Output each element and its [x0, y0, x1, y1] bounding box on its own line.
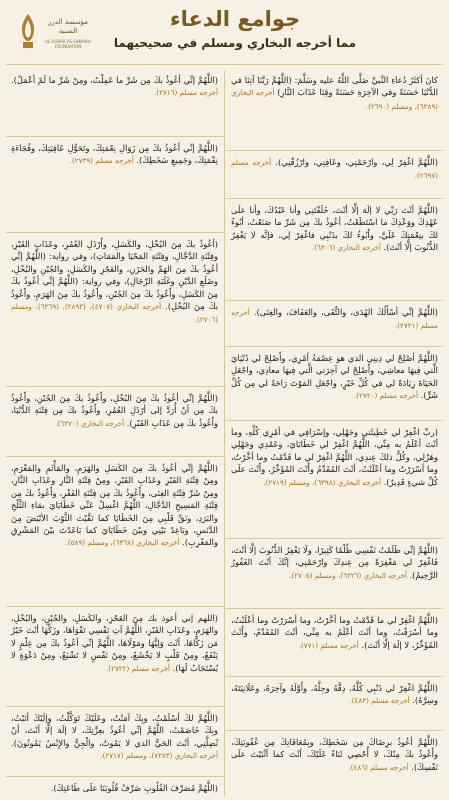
dua-text: (ربِّ اغْفِرْ لي خَطِيئَتي وجَهْلِي، وإسْرَافِي في أمْرِي كُلِّهِ، وما أنْتَ أعْلَمُ به مِنِّي، اللَّهُمَّ اغْفِرْ لي خَطَايَايَ، وعَمْدِي وجَهْلِي وهَزْلِي، وكُلُّ ذلكَ عِندِي، اللَّهُمَّ اغْفِرْ لي ما قَدَّمْتُ وما أخَّرْتُ، وما أسْرَرْتُ وما أعْلَنْتُ، أنْتَ المُقَدِّمُ وأَنْتَ المُؤَخِّرُ، وأَنْتَ علَى كُلِّ شيءٍ قَدِيرٌ). [231, 427, 438, 487]
dua-text: (اللَّهُمَّ أعُوذُ برِضَاكَ مِن سَخَطِكَ، وبِمُعَافَاتِكَ مِن عُقُوبَتِكَ، وأَعُوذُ بكَ مِنْكَ، لا أُحْصِي ثَنَاءً عَلَيْكَ، أنْتَ كما أثْنَيْتَ علَى نَفْسِكَ). [231, 737, 438, 772]
dua-text: (اللَّهُمَّ لكَ أسْلَمْتُ، وبِكَ آمَنْتُ، وعَلَيْكَ تَوَكَّلْتُ، وإلَيْكَ أنَبْتُ، وبِكَ خَاصَمْتُ، اللَّهُمَّ إنِّي أعُوذُ بعِزَّتِكَ، لا إلَهَ إلَّا أنْتَ، أنْ تُضِلَّنِي، أنْتَ الحَيُّ الذي لا يَمُوتُ، والْجِنُّ والإِنْسُ يَمُوتُونَ). [11, 713, 218, 748]
dua-reference: أخرجه البخاري (٦٣٠٦). [311, 243, 381, 253]
dua-text: (اللهم إني أعوذ بك مِنَ العَجْزِ، والكَسَلِ، والجُبْنِ، والبُخْلِ، والهَرَمِ، وعَذَابِ القَبْرِ، اللَّهُمَّ آتِ نَفْسِي تَقْوَاهَا، وزَكِّهَا أنْتَ خَيْرُ مَن زَكَّاهَا، أنْتَ وَلِيُّهَا ومَوْلَاهَا، اللَّهُمَّ إنِّي أعُوذُ بكَ مِن عِلْمٍ لا يَنْفَعُ، ومِنْ قَلْبٍ لا يَخْشَعُ، ومِنْ نَفْسٍ لا تَشْبَعُ، ومِنْ دَعْوَةٍ لا يُسْتَجَابُ لَهَا). [11, 613, 218, 673]
dua-text: (اللَّهُمَّ إنِّي أعُوذُ بكَ مِن شَرِّ ما عَمِلْتُ، ومِنْ شَرِّ ما لَمْ أعْمَلْ). [11, 75, 218, 85]
row-divider [226, 538, 443, 539]
dua-text: (اللَّهُمَّ إنِّي أسْأَلُكَ الهُدَى، والتُّقَى، والعَفَافَ، والغِنَى). [253, 307, 439, 317]
dua-text: (اللَّهُمَّ إنِّي أعُوذُ بكَ مِنَ البُخْلِ، وأَعُوذُ بكَ مِنَ الجُبْنِ، وأَعُوذُ بكَ مِن أنْ أُرَدَّ إلى أرْذَلِ العُمُرِ، وأَعُوذُ بكَ مِن فِتْنَةِ الدُّنْيَا، وأَعُوذُ بكَ مِن عَذَابِ القَبْرِ). [11, 393, 218, 428]
row-divider [226, 608, 443, 609]
dua-item [6, 70, 223, 134]
row-divider [6, 456, 223, 457]
dua-reference: أخرجه مسلم (٢٧٢٢). [105, 663, 171, 673]
dua-reference: أخرجه البخاري (٤٧٠٧)، (٢٨٩٣)، (٦٣٦٩)، ومسلم (٢٧٠٦). [11, 302, 218, 325]
dua-text: كانَ أكثَرُ دُعاءِ النَّبيِّ صَلَّى اللَّهُ عليه وسَلَّمَ: (اللَّهُمَّ رَبَّنَا آتِنَا في الدُّنْيَا حَسَنَةً وفي الآخِرَةِ حَسَنَةً وقِنَا عَذَابَ النَّارِ) [231, 75, 439, 98]
dua-reference: أخرجه البخاري (٦٣٧٠). [55, 418, 125, 428]
dua-reference: أخرجه مسلم (٢٧١٦). [153, 88, 218, 98]
dua-reference: أخرجه البخاري (٦٣٨٩)، ومسلم (٢٦٩٠). [231, 88, 438, 111]
dua-item [6, 458, 223, 604]
row-divider [6, 706, 223, 707]
dua-item [6, 138, 223, 230]
row-divider [226, 198, 443, 199]
foundation-logo [14, 12, 92, 52]
dua-text: (اللَّهُمَّ إنِّي أعُوذُ بكَ مِنَ الكَسَلِ والهَرَمِ، والمَأْثَمِ والمَغْرَمِ، ومِنْ فِتْنَةِ القَبْرِ وعَذَابِ القَبْرِ، ومِنْ فِتْنَةِ النَّارِ وعَذَابِ النَّارِ، ومِنْ شَرِّ فِتْنَةِ الغِنَى، وأَعُوذُ بكَ مِن فِتْنَةِ الفَقْرِ، وأَعُوذُ بكَ مِن فِتْنَةِ المَسِيحِ الدَّجَّالِ، اللَّهُمَّ اغْسِلْ عَنِّي خَطَايَايَ بمَاءِ الثَّلْجِ والبَرَدِ، ونَقِّ قَلْبِي مِنَ الخَطَايَا كما نَقَّيْتَ الثَّوْبَ الأبْيَضَ مِنَ الدَّنَسِ، وبَاعِدْ بَيْنِي وبيْنَ خَطَايَايَ كما بَاعَدْتَ بيْنَ المَشْرِقِ والمَغْرِبِ). [11, 463, 218, 548]
dua-item [226, 200, 443, 298]
dua-reference: أخرجه مسلم (٢٧٢٠). [353, 391, 418, 401]
dua-text: (اللَّهُمَّ اغْفِرْ لي ذَنْبِي كُلَّهُ، دِقَّهُ وجِلَّهُ، وأَوَّلَهُ وآخِرَهُ، وعَلَانِيَتَهُ، وسِرَّهُ). [231, 683, 438, 706]
dua-reference: أخرجه البخاري (٦٣٩٨)، ومسلم (٢٧١٩). [263, 477, 381, 487]
row-divider [226, 730, 443, 731]
dua-item [6, 608, 223, 704]
dua-text: (اللَّهُمَّ مُصَرِّفَ القُلُوبِ صَرِّفْ قُلُوبَنَا علَى طَاعَتِكَ). [50, 783, 218, 793]
row-divider [226, 420, 443, 421]
dua-item [226, 678, 443, 728]
dua-item [226, 610, 443, 674]
row-divider [226, 676, 443, 677]
page-subtitle: مما أخرجه البخاري ومسلم في صحيحيهما [113, 36, 357, 50]
dua-item [226, 152, 443, 196]
page-title: جوامع الدعاء [169, 7, 301, 31]
dua-reference: أخرجه مسلم (٧٧١). [298, 640, 359, 650]
logo-mark-icon [14, 12, 42, 52]
dua-item [6, 388, 223, 454]
dua-item [6, 234, 223, 384]
header [0, 0, 449, 62]
dua-item [226, 540, 443, 606]
dua-item [226, 732, 443, 796]
dua-text: (اللَّهُمَّ إنِّي ظَلَمْتُ نَفْسِي ظُلْمًا كَثِيرًا، ولَا يَغْفِرُ الذُّنُوبَ إلَّا أنْتَ، فَاغْفِرْ لي مَغْفِرَةً مِن عِندِكَ وارْحَمْنِي، إنَّكَ أنْتَ الغَفُورُ الرَّحِيمُ). [231, 545, 438, 580]
row-divider [6, 386, 223, 387]
dua-reference: أخرجه مسلم (٤٨٣). [349, 696, 410, 706]
dua-text: (اللَّهُمَّ اغْفِرْ لي ما قَدَّمْتُ وما أخَّرْتُ، وما أسْرَرْتُ وما أعْلَنْتُ، وما أسْرَفْتُ، وما أنْتَ أعْلَمُ به مِنِّي، أنْتَ المُقَدِّمُ، وأَنْتَ المُؤَخِّرُ، لا إلَهَ إلَّا أنْتَ). [231, 615, 438, 650]
column-divider [224, 70, 225, 796]
dua-reference: أخرجه البخاري (٧٣٨٣)، ومسلم (٢٧١٧). [100, 751, 218, 761]
logo-text: مؤسسة الدرر السنية [48, 18, 88, 35]
dua-reference: أخرجه البخاري (٦٣٢٦)، ومسلم (٢٧٠٥). [289, 570, 407, 580]
dua-item [226, 348, 443, 418]
dua-text: (اللَّهُمَّ إنِّي أعُوذُ بكَ مِن زَوَالِ نِعْمَتِكَ، وتَحَوُّلِ عَافِيَتِكَ، وفُجَاءَةِ نِقْمَتِكَ، وجَمِيعِ سَخَطِكَ). [11, 143, 218, 166]
dua-item [6, 778, 223, 796]
dua-item [226, 302, 443, 344]
dua-text: (اللَّهُمَّ اغْفِرْ لِي، وارْحَمْنِي، وعَافِنِي، وارْزُقْنِي). [275, 157, 438, 167]
row-divider [6, 606, 223, 607]
row-divider [6, 776, 223, 777]
dua-reference: أخرجه مسلم (٢٦٩٧). [231, 158, 438, 181]
dua-item [226, 70, 443, 148]
row-divider [226, 346, 443, 347]
dua-reference: أخرجه مسلم (٢٧٣٩). [69, 156, 134, 166]
logo-subtext: AL-DURAR AS-SANIYAH FOUNDATION [45, 39, 91, 49]
dua-text: (أعُوذُ بكَ مِنَ البُخْلِ، والكَسَلِ، وأَرْذَلِ العُمُرِ، وعَذَابِ القَبْرِ، وفِتْنَةِ الدَّجَّالِ، وفِتْنَةِ المَحْيَا والمَمَاتِ)، وفي رواية: (اللَّهُمَّ إنِّي أعُوذُ بكَ مِنَ الهَمِّ والحَزَنِ، والعَجْزِ والكَسَلِ، والجُبْنِ والبُخْلِ، وضَلَعِ الدَّيْنِ وغَلَبَةِ الرِّجَالِ)، وفي رواية: (اللَّهُمَّ إنِّي أعُوذُ بكَ مِنَ الكَسَلِ، وأَعُوذُ بكَ مِنَ الجُبْنِ، وأَعُوذُ بكَ مِنَ الهَرَمِ، وأَعُوذُ بكَ مِنَ البُخْلِ). [11, 239, 219, 312]
dua-reference: أخرجه مسلم (٢٧٢١). [231, 308, 438, 331]
dua-reference: أخرجه مسلم (٤٨٦). [348, 762, 409, 772]
row-divider [226, 300, 443, 301]
dua-text: (اللَّهُمَّ أصْلِحْ لي دِينِي الذي هو عِصْمَةُ أمْرِي، وأَصْلِحْ لي دُنْيَايَ الَّتي فِيهَا معاشِي، وأَصْلِحْ لي آخِرَتي الَّتي فِيهَا معادِي، واجْعَلِ الحَيَاةَ زِيَادَةً لي في كُلِّ خَيْرٍ، واجْعَلِ المَوْتَ رَاحَةً لي مِن كُلِّ شَرٍّ). [231, 353, 438, 401]
row-divider [6, 232, 223, 233]
dua-item [226, 422, 443, 536]
row-divider [6, 136, 223, 137]
dua-text: (اللَّهُمَّ أنْتَ رَبِّي لا إلَهَ إلَّا أنْتَ، خَلَقْتَنِي وأنا عَبْدُكَ، وأنا علَى عَهْدِكَ ووَعْدِكَ ما اسْتَطَعْتُ، أعُوذُ بكَ مِن شَرِّ ما صَنَعْتُ، أبُوءُ لكَ بنِعْمَتِكَ عَلَيَّ، وأَبُوءُ لكَ بذَنْبِي فاغْفِرْ لِي، فإنَّه لا يَغْفِرُ الذُّنُوبَ إلَّا أنْتَ). [231, 205, 438, 253]
dua-item [6, 708, 223, 774]
dua-reference: أخرجه البخاري (٦٣٦٨)، ومسلم (٥٨٩). [65, 538, 180, 548]
dua-grid [6, 70, 443, 796]
header-divider [6, 64, 443, 65]
row-divider [226, 150, 443, 151]
